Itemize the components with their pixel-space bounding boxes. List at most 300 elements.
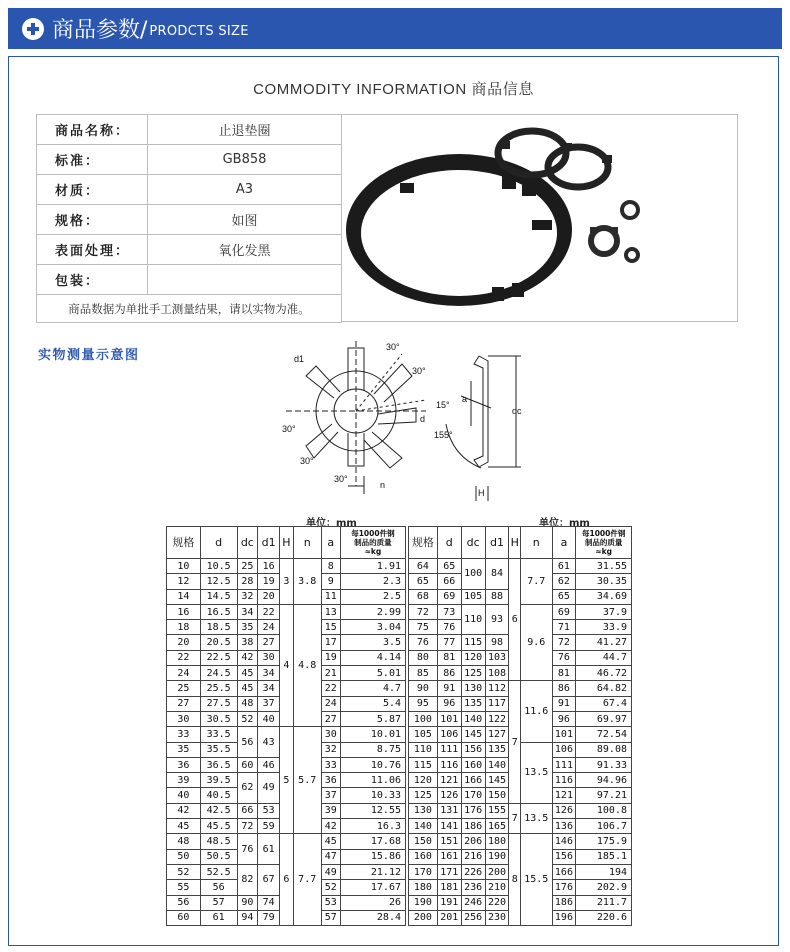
cell-H: 4 [280,604,294,726]
cell-dc: 94 [237,910,258,925]
spec-row [409,559,632,574]
cell-mass: 67.4 [576,696,632,711]
cell-a: 24 [321,696,340,711]
cell-dc: 62 [237,773,258,804]
header-subtitle: PRODCTS SIZE [149,24,249,39]
cell-mass: 194 [576,864,632,879]
header-title: 商品参数/ [52,18,148,43]
info-row [37,235,342,265]
cell-spec: 180 [409,880,438,895]
cell-mass: 3.04 [340,620,405,635]
d-header: d [200,527,237,559]
cell-d: 61 [200,910,237,925]
cell-a: 33 [321,757,340,772]
cell-spec: 12 [167,574,201,589]
cell-dc: 156 [461,742,485,757]
unit-label-right: 单位：mm [539,518,590,529]
spec-row [167,727,406,742]
diagram-title: 实物测量示意图 [38,348,140,363]
cell-mass: 91.33 [576,757,632,772]
info-key: 商品名称： [37,115,148,145]
cell-d1: 220 [485,895,509,910]
cell-d: 171 [437,864,461,879]
cell-spec: 25 [167,681,201,696]
cell-d: 56 [200,880,237,895]
cell-n: 11.6 [521,681,552,742]
a-header: a [552,527,576,559]
cell-d1: 230 [485,910,509,925]
spec-table-right [408,526,632,926]
cell-d: 151 [437,834,461,849]
a-header: a [321,527,340,559]
cell-n: 7.7 [521,559,552,605]
cell-mass: 4.14 [340,650,405,665]
cell-d1: 74 [258,895,280,910]
cell-dc: 140 [461,711,485,726]
label-30-bottom: 30° [334,474,348,484]
cell-spec: 190 [409,895,438,910]
info-key: 表面处理： [37,235,148,265]
cell-spec: 48 [167,834,201,849]
cell-dc: 72 [237,819,258,834]
cell-spec: 120 [409,773,438,788]
cell-a: 72 [552,635,576,650]
cell-a: 76 [552,650,576,665]
cell-dc: 170 [461,788,485,803]
cell-d: 36.5 [200,757,237,772]
info-note: 商品数据为单批手工测量结果，请以实物为准。 [37,295,342,323]
cell-d: 191 [437,895,461,910]
cell-mass: 97.21 [576,788,632,803]
cell-a: 81 [552,666,576,681]
cell-d: 48.5 [200,834,237,849]
cell-spec: 100 [409,711,438,726]
cell-mass: 34.69 [576,589,632,604]
label-dc: dc [512,406,522,416]
cell-d1: 43 [258,727,280,758]
cell-a: 146 [552,834,576,849]
cell-d: 24.5 [200,666,237,681]
mass-header-line: 制品的质量 [354,538,392,547]
cell-H: 7 [509,803,521,834]
spec-row [409,604,632,619]
cell-d1: 145 [485,773,509,788]
cell-d1: 98 [485,635,509,650]
spec-row [409,834,632,849]
cell-mass: 3.5 [340,635,405,650]
cell-d1: 127 [485,727,509,742]
cell-spec: 150 [409,834,438,849]
cell-mass: 100.8 [576,803,632,818]
cell-d1: 79 [258,910,280,925]
label-155: 155° [434,430,453,440]
label-30-top: 30° [386,342,400,352]
cell-d: 12.5 [200,574,237,589]
cell-dc: 206 [461,834,485,849]
cell-d1: 140 [485,757,509,772]
cell-dc: 32 [237,589,258,604]
cell-dc: 226 [461,864,485,879]
cell-spec: 33 [167,727,201,742]
cell-d1: 117 [485,696,509,711]
cell-mass: 2.3 [340,574,405,589]
info-key: 材质： [37,175,148,205]
section-header [8,8,782,49]
cell-spec: 170 [409,864,438,879]
info-key: 规格： [37,205,148,235]
cell-dc: 145 [461,727,485,742]
label-30-lower: 30° [300,456,314,466]
cell-mass: 5.4 [340,696,405,711]
cell-dc: 52 [237,711,258,726]
cell-d: 45.5 [200,819,237,834]
cell-d: 81 [437,650,461,665]
cell-spec: 125 [409,788,438,803]
cell-dc: 42 [237,650,258,665]
cell-d1: 200 [485,864,509,879]
mass-header-line: 每1000件钢 [582,529,626,538]
measurement-diagram [276,336,536,506]
cell-d1: 27 [258,635,280,650]
cell-H: 3 [280,559,294,605]
cell-d: 20.5 [200,635,237,650]
cell-a: 37 [321,788,340,803]
cell-d1: 190 [485,849,509,864]
cell-a: 166 [552,864,576,879]
cell-d1: 34 [258,666,280,681]
cell-d: 181 [437,880,461,895]
cell-a: 62 [552,574,576,589]
cell-mass: 2.99 [340,604,405,619]
cell-mass: 220.6 [576,910,632,925]
cell-mass: 202.9 [576,880,632,895]
cell-mass: 106.7 [576,819,632,834]
cell-dc: 130 [461,681,485,696]
cell-d: 76 [437,620,461,635]
d1-header: d1 [258,527,280,559]
cell-dc: 160 [461,757,485,772]
cell-d1: 22 [258,604,280,619]
cell-d: 30.5 [200,711,237,726]
cell-a: 30 [321,727,340,742]
cell-d: 86 [437,666,461,681]
cell-d: 65 [437,559,461,574]
cell-d1: 103 [485,650,509,665]
cell-a: 52 [321,880,340,895]
cell-a: 176 [552,880,576,895]
cell-mass: 72.54 [576,727,632,742]
cell-a: 65 [552,589,576,604]
label-n: n [380,480,386,490]
cell-a: 91 [552,696,576,711]
cell-spec: 30 [167,711,201,726]
cell-a: 156 [552,849,576,864]
cell-mass: 17.68 [340,834,405,849]
cell-d: 22.5 [200,650,237,665]
cell-a: 111 [552,757,576,772]
cell-d1: 40 [258,711,280,726]
cell-dc: 90 [237,895,258,910]
cell-spec: 22 [167,650,201,665]
d1-header: d1 [485,527,509,559]
cell-d: 40.5 [200,788,237,803]
cell-d: 16.5 [200,604,237,619]
cell-d: 111 [437,742,461,757]
cell-a: 116 [552,773,576,788]
dc-header: dc [237,527,258,559]
cell-d: 50.5 [200,849,237,864]
mass-header-line: ≈kg [595,547,612,556]
cell-a: 11 [321,589,340,604]
cell-mass: 12.55 [340,803,405,818]
mass-header-line: 每1000件钢 [351,529,395,538]
cell-spec: 200 [409,910,438,925]
cell-H: 7 [509,681,521,803]
cell-mass: 21.12 [340,864,405,879]
cell-dc: 105 [461,589,485,604]
cell-mass: 185.1 [576,849,632,864]
cell-a: 19 [321,650,340,665]
cell-spec: 18 [167,620,201,635]
cell-mass: 31.55 [576,559,632,574]
cell-spec: 60 [167,910,201,925]
cell-spec: 35 [167,742,201,757]
cell-d: 126 [437,788,461,803]
cell-a: 53 [321,895,340,910]
cell-dc: 48 [237,696,258,711]
cell-mass: 8.75 [340,742,405,757]
spec-row [167,604,406,619]
cell-d: 35.5 [200,742,237,757]
info-row [37,115,342,145]
cell-spec: 75 [409,620,438,635]
cell-dc: 56 [237,727,258,758]
cell-dc: 166 [461,773,485,788]
cell-dc: 216 [461,849,485,864]
cell-spec: 55 [167,880,201,895]
cell-d1: 88 [485,589,509,604]
cell-spec: 56 [167,895,201,910]
cell-mass: 5.01 [340,666,405,681]
cell-mass: 211.7 [576,895,632,910]
cell-d: 69 [437,589,461,604]
cell-a: 8 [321,559,340,574]
spec-row [409,681,632,696]
cell-n: 3.8 [293,559,321,605]
info-value: A3 [148,175,342,205]
cell-dc: 115 [461,635,485,650]
cell-d1: 53 [258,803,280,818]
cell-dc: 186 [461,819,485,834]
info-row [37,265,342,295]
cell-spec: 40 [167,788,201,803]
cell-spec: 105 [409,727,438,742]
cell-spec: 95 [409,696,438,711]
cell-a: 13 [321,604,340,619]
cell-H: 5 [280,727,294,834]
cell-a: 86 [552,681,576,696]
info-key: 标准： [37,145,148,175]
cell-dc: 60 [237,757,258,772]
label-a: a [462,394,468,404]
d-header: d [437,527,461,559]
mass-header-line: ≈kg [364,547,382,556]
cell-d: 25.5 [200,681,237,696]
cell-d1: 165 [485,819,509,834]
cell-d: 201 [437,910,461,925]
cell-spec: 72 [409,604,438,619]
info-row [37,175,342,205]
cell-H: 6 [509,559,521,681]
cell-d1: 67 [258,864,280,895]
cell-d1: 61 [258,834,280,865]
cell-d1: 84 [485,559,509,590]
cell-spec: 80 [409,650,438,665]
cell-d: 106 [437,727,461,742]
cell-dc: 236 [461,880,485,895]
cell-mass: 5.87 [340,711,405,726]
cell-spec: 65 [409,574,438,589]
product-photo [342,114,738,322]
cell-a: 136 [552,819,576,834]
cell-d1: 49 [258,773,280,804]
cell-mass: 94.96 [576,773,632,788]
dc-header: dc [461,527,485,559]
cell-d1: 46 [258,757,280,772]
spec-header: 规格 [167,527,201,559]
cell-spec: 90 [409,681,438,696]
label-d1: d1 [294,354,305,364]
cell-dc: 120 [461,650,485,665]
cell-a: 126 [552,803,576,818]
cell-d: 57 [200,895,237,910]
spec-row [409,803,632,818]
info-value: GB858 [148,145,342,175]
cell-spec: 20 [167,635,201,650]
cell-d1: 20 [258,589,280,604]
cell-d1: 135 [485,742,509,757]
cell-mass: 28.4 [340,910,405,925]
cell-a: 106 [552,742,576,757]
cell-d1: 155 [485,803,509,818]
cell-mass: 1.91 [340,559,405,574]
spec-header: 规格 [409,527,438,559]
cell-dc: 45 [237,681,258,696]
cell-d: 10.5 [200,559,237,574]
cell-dc: 25 [237,559,258,574]
cell-dc: 125 [461,666,485,681]
cell-d: 39.5 [200,773,237,788]
cell-d1: 37 [258,696,280,711]
cell-d: 91 [437,681,461,696]
cell-mass: 11.06 [340,773,405,788]
cell-a: 27 [321,711,340,726]
n-header: n [293,527,321,559]
spec-table-left [166,526,406,926]
small-washers-shape [590,202,638,261]
cell-mass: 10.76 [340,757,405,772]
cell-spec: 52 [167,864,201,879]
cell-a: 17 [321,635,340,650]
cell-mass: 17.67 [340,880,405,895]
label-30-left: 30° [282,424,296,434]
cell-a: 186 [552,895,576,910]
info-table [36,114,342,323]
info-value: 如图 [148,205,342,235]
cell-a: 45 [321,834,340,849]
h-header: H [280,527,294,559]
cell-n: 4.8 [293,604,321,726]
cell-n: 9.6 [521,604,552,680]
n-header: n [521,527,552,559]
cell-d: 52.5 [200,864,237,879]
cell-a: 96 [552,711,576,726]
cell-spec: 160 [409,849,438,864]
cell-a: 22 [321,681,340,696]
label-H: H [478,488,485,498]
cell-d: 101 [437,711,461,726]
cell-n: 15.5 [521,834,552,926]
cell-spec: 45 [167,819,201,834]
cell-mass: 44.7 [576,650,632,665]
cell-mass: 69.97 [576,711,632,726]
cell-d1: 122 [485,711,509,726]
cell-a: 57 [321,910,340,925]
cell-d: 73 [437,604,461,619]
cell-d1: 93 [485,604,509,635]
cell-spec: 68 [409,589,438,604]
cell-spec: 50 [167,849,201,864]
cell-mass: 175.9 [576,834,632,849]
cell-mass: 15.86 [340,849,405,864]
cell-a: 71 [552,620,576,635]
spec-row [167,834,406,849]
info-row [37,205,342,235]
washer-photo-image [342,115,738,323]
cell-d1: 210 [485,880,509,895]
h-header: H [509,527,521,559]
cell-a: 47 [321,849,340,864]
cell-d1: 30 [258,650,280,665]
spec-row [409,742,632,757]
cell-dc: 45 [237,666,258,681]
cell-spec: 85 [409,666,438,681]
cell-d: 27.5 [200,696,237,711]
mass-header-line: 制品的质量 [584,538,623,547]
label-d: d [420,414,426,424]
cell-mass: 37.9 [576,604,632,619]
cell-a: 32 [321,742,340,757]
cell-a: 42 [321,819,340,834]
cell-spec: 16 [167,604,201,619]
cell-d1: 19 [258,574,280,589]
cell-spec: 10 [167,559,201,574]
cell-mass: 10.33 [340,788,405,803]
cell-mass: 64.82 [576,681,632,696]
cell-a: 196 [552,910,576,925]
spec-row [167,559,406,574]
info-row [37,145,342,175]
info-value: 氧化发黑 [148,235,342,265]
cell-mass: 46.72 [576,666,632,681]
plus-circle-icon [22,18,44,40]
cell-d1: 112 [485,681,509,696]
cell-dc: 38 [237,635,258,650]
cell-d: 96 [437,696,461,711]
cell-mass: 33.9 [576,620,632,635]
cell-H: 6 [280,834,294,926]
cell-spec: 140 [409,819,438,834]
